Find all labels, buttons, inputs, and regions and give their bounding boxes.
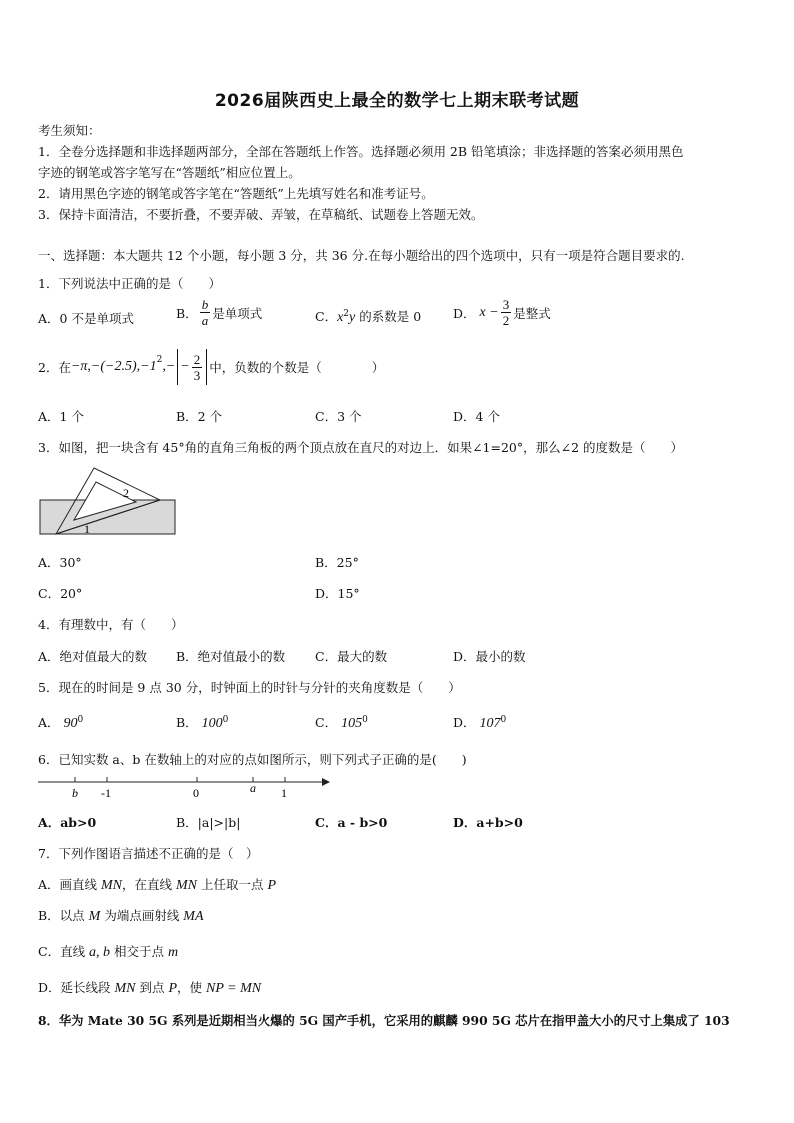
q2-expr: −π,−(−2.5),−1 [70, 359, 157, 374]
q7-b-text-2: 为端点画射线 [100, 908, 184, 923]
q7-option-b [38, 906, 204, 925]
q5-c-exp: 0 [362, 714, 368, 725]
q2-option-a: A．1 个 [38, 409, 84, 424]
q7-stem: 7．下列作图语言描述不正确的是（ ） [38, 846, 259, 861]
q7-d-var-3: NP = MN [206, 981, 262, 996]
q1-c-suffix: 的系数是 0 [355, 309, 422, 324]
q7-c-var-1: a, b [89, 945, 111, 960]
q1-d-suffix: 是整式 [513, 305, 551, 321]
q1-d-numerator: 3 [502, 297, 510, 312]
q3-option-d: D．15° [315, 586, 360, 601]
q7-c-var-2: m [168, 945, 179, 960]
q5-a-exp: 0 [77, 714, 84, 725]
q1-option-a: A．0 不是单项式 [38, 311, 134, 326]
q7-c-text-2: 相交于点 [110, 944, 168, 959]
q7-d-text-2: 到点 [135, 980, 169, 995]
q7-a-text-2: ，在直线 [122, 877, 176, 892]
q4-option-b: B．绝对值最小的数 [176, 649, 286, 664]
q2-prefix: 2．在 [38, 360, 71, 375]
q3-stem: 3．如图，把一块含有 45°角的直角三角板的两个顶点放在直尺的对边上．如果∠1=20°，那么∠2 的度数是（ ） [38, 440, 684, 455]
q6-option-d: D．a+b>0 [453, 815, 523, 830]
q7-b-var-1: M [88, 909, 101, 924]
notice-item-2: 2．请用黑色字迹的钢笔或答字笔在“答题纸”上先填写姓名和准考证号。 [38, 186, 434, 201]
q1-c-expr: x [337, 310, 344, 325]
notice-item-1-cont: 字迹的钢笔或答字笔写在“答题纸”相应位置上。 [38, 165, 301, 180]
q4-option-d: D．最小的数 [453, 649, 526, 664]
axis-label-a: a [250, 781, 256, 795]
q2-numerator: 2 [193, 351, 201, 367]
q5-a-prefix: A． [38, 715, 60, 730]
q3-option-a: A．30° [38, 555, 82, 570]
q1-stem: 1．下列说法中正确的是（ ） [38, 276, 221, 291]
q7-a-text-3: 上任取一点 [197, 877, 268, 892]
q2-suffix: 中，负数的个数是（ ） [209, 360, 385, 375]
q7-a-var-2: MN [176, 878, 197, 893]
q7-d-text-3: ，使 [177, 980, 206, 995]
q2-expr2: ,− [162, 359, 176, 374]
q2-option-b: B．2 个 [176, 409, 223, 424]
angle-2-label: 2 [123, 486, 129, 500]
q1-c-var: y [349, 310, 356, 325]
q2-denominator: 3 [193, 367, 201, 383]
q4-option-c: C．最大的数 [315, 649, 388, 664]
q5-stem: 5．现在的时间是 9 点 30 分，时钟面上的时针与分针的夹角度数是（ ） [38, 680, 461, 695]
q3-option-c: C．20° [38, 586, 83, 601]
q2-abs-sign: − [180, 359, 190, 374]
q6-number-line [34, 770, 330, 802]
q7-a-var-3: P [267, 878, 277, 893]
q2-option-d: D．4 个 [453, 409, 500, 424]
q7-b-var-2: MA [183, 909, 204, 924]
notice-item-3: 3．保持卡面清洁，不要折叠，不要弄破、弄皱，在草稿纸、试题卷上答题无效。 [38, 207, 484, 222]
q1-b-prefix: B． [176, 305, 198, 321]
q1-b-denominator: a [201, 313, 209, 328]
axis-label-neg1: -1 [101, 786, 111, 800]
q1-option-c [315, 307, 421, 326]
q1-c-exponent: 2 [343, 308, 350, 319]
notice-heading: 考生须知： [38, 123, 101, 138]
q7-c-text-1: C．直线 [38, 944, 90, 959]
axis-label-one: 1 [281, 786, 287, 800]
q3-ruler-triangle-figure [36, 464, 181, 540]
q2-option-c: C．3 个 [315, 409, 362, 424]
q5-d-exp: 0 [500, 714, 507, 725]
q5-a-value: 90 [63, 716, 78, 731]
q5-c-value: 105 [341, 716, 363, 731]
section-heading: 一、选择题：本大题共 12 个小题，每小题 3 分，共 36 分.在每小题给出的四个选项中，只有一项是符合题目要求的. [38, 248, 685, 263]
q1-d-prefix: D． [453, 305, 476, 321]
q5-option-c [315, 713, 368, 732]
q7-option-c [38, 942, 178, 961]
page-title: 2026届陕西史上最全的数学七上期末联考试题 [214, 91, 580, 111]
q5-d-prefix: D． [453, 715, 476, 730]
q1-option-d [453, 297, 551, 328]
axis-label-b: b [72, 786, 78, 800]
q1-b-suffix: 是单项式 [212, 305, 263, 321]
q1-option-b [176, 297, 262, 328]
q1-d-expr: x − [479, 304, 499, 320]
q5-c-prefix: C． [315, 715, 338, 730]
axis-arrow [322, 778, 330, 786]
q6-option-a: A．ab>0 [38, 815, 97, 830]
q7-a-text-1: A．画直线 [38, 877, 102, 892]
q3-option-b: B．25° [315, 555, 359, 570]
q1-b-numerator: b [201, 297, 209, 312]
q5-option-b [176, 713, 228, 732]
q7-option-d [38, 978, 261, 997]
q7-d-text-1: D．延长线段 [38, 980, 115, 995]
q6-option-c: C．a - b>0 [315, 815, 388, 830]
q6-stem: 6．已知实数 a、b 在数轴上的对应的点如图所示，则下列式子正确的是( ) [38, 752, 467, 767]
axis-label-zero: 0 [193, 786, 199, 800]
q8-stem: 8．华为 Mate 30 5G 系列是近期相当火爆的 5G 国产手机，它采用的麒麟 990 5G 芯片在指甲盖大小的尺寸上集成了 103 [38, 1013, 730, 1028]
q2-stem [38, 349, 384, 385]
q2-fraction [192, 352, 203, 383]
q1-c-prefix: C． [315, 309, 338, 324]
angle-1-label: 1 [84, 522, 90, 536]
q2-exp: 2 [156, 355, 163, 365]
q5-b-exp: 0 [222, 714, 229, 725]
q2-absolute-value [177, 349, 207, 385]
q7-option-a [38, 875, 276, 894]
q1-b-fraction [200, 297, 211, 328]
q5-d-value: 107 [479, 716, 501, 731]
q7-d-var-1: MN [114, 981, 136, 996]
q7-b-text-1: B．以点 [38, 908, 89, 923]
q7-a-var-1: MN [101, 878, 123, 893]
q4-option-a: A．绝对值最大的数 [38, 649, 148, 664]
q5-option-d [453, 713, 506, 732]
q1-d-fraction [501, 297, 512, 328]
q5-b-value: 100 [201, 716, 223, 731]
q6-option-b: B．|a|>|b| [176, 815, 241, 830]
notice-item-1: 1．全卷分选择题和非选择题两部分，全部在答题纸上作答。选择题必须用 2B 铅笔填涂；非选择题的答案必须用黑色 [38, 144, 684, 159]
q7-d-var-2: P [168, 981, 178, 996]
q5-option-a [38, 713, 83, 732]
q5-b-prefix: B． [176, 715, 198, 730]
q1-d-denominator: 2 [502, 313, 510, 328]
q4-stem: 4．有理数中，有（ ） [38, 617, 184, 632]
